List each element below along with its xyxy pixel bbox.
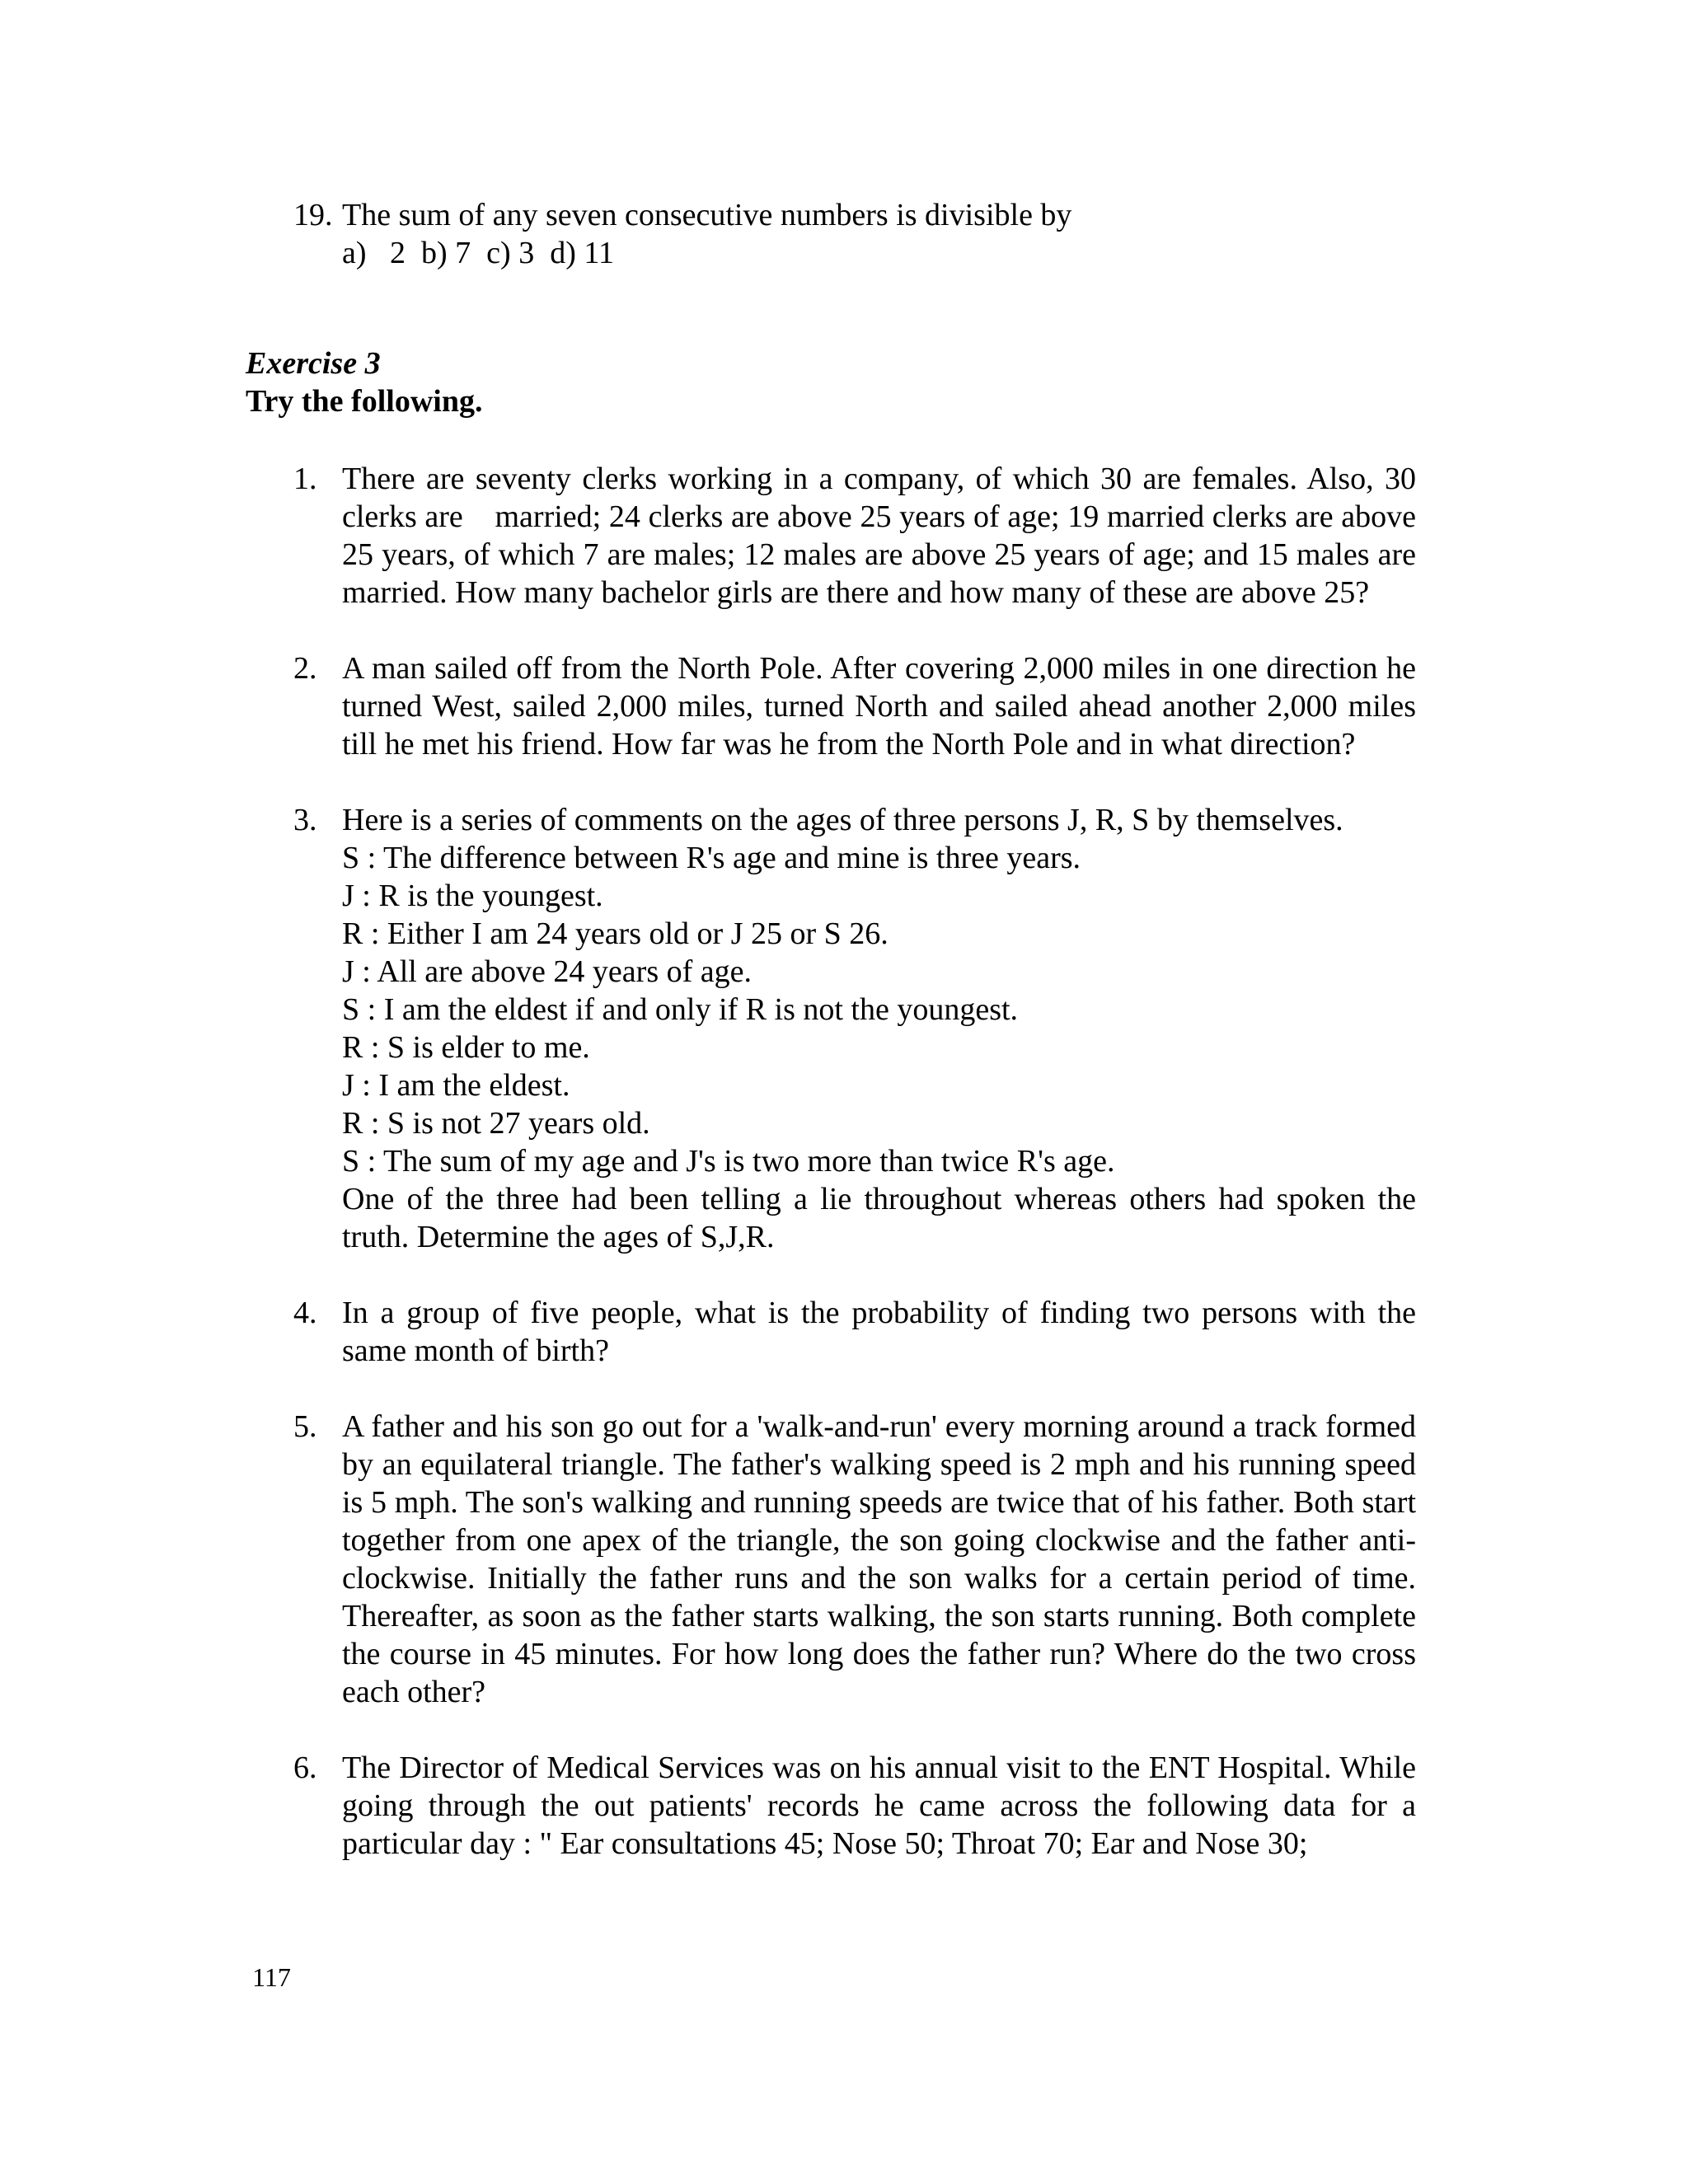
question-1 [293,460,1424,612]
statement-line: R : S is not 27 years old. [342,1106,650,1141]
question-options: a) 2 b) 7 c) 3 d) 11 [342,236,614,270]
question-text: The sum of any seven consecutive numbers is divisible by [342,198,1072,232]
question-text: The Director of Medical Services was on his annual visit to the ENT Hospital. While going through the out patients' records he came across the following data for a particular day : " Ear consultations 45; Nose 50; Throat 70; Ear and Nose 30; [342,1750,1416,1861]
question-text: There are seventy clerks working in a company, of which 30 are females. Also, 30 clerks are married; 24 clerks are above 25 years of age; 19 married clerks are above 25 years, of which 7 are males; 12 males are above 25 years of age; and 15 males are married. How many bachelor girls are there and how many of these are above 25? [342,462,1424,610]
question-number: 19. [293,198,333,232]
closing-text: One of the three had been telling a lie throughout whereas others had spoken the truth. Determine the ages of S,J,R. [342,1182,1416,1254]
statement-line: S : The difference between R's age and mine is three years. [342,841,1081,875]
question-number: 2. [293,651,317,686]
question-number: 3. [293,803,317,837]
statement-line: J : R is the youngest. [342,879,603,913]
exercise-title: Exercise 3 [246,346,381,381]
question-text: A father and his son go out for a 'walk-and-run' every morning around a track formed by an equilateral triangle. The father's walking speed is 2 mph and his running speed is 5 mph. The son's walking and running speeds are twice that of his father. Both start together from one apex of the triangle, the son going clockwise and the father anti-clockwise. Initially the father runs and the son walks for a certain period of time. Thereafter, as soon as the father starts walking, the son starts running. Both complete the course in 45 minutes. For how long does the father run? Where do the two cross each other? [342,1409,1447,1709]
statement-line: R : Either I am 24 years old or J 25 or S 26. [342,916,889,951]
statement-line: Here is a series of comments on the ages of three persons J, R, S by themselves. [342,803,1343,837]
statement-line: J : I am the eldest. [342,1068,570,1103]
question-number: 4. [293,1296,317,1330]
question-text: A man sailed off from the North Pole. After covering 2,000 miles in one direction he turned West, sailed 2,000 miles, turned North and sailed ahead another 2,000 miles till he met his friend. How far was he from the North Pole and in what direction? [342,651,1416,762]
question-2 [293,649,1416,763]
exercise-header [246,344,1400,420]
question-number: 6. [293,1750,317,1785]
statement-line: S : I am the eldest if and only if R is not the youngest. [342,992,1019,1027]
question-list [293,460,1447,1900]
question-6 [293,1749,1416,1863]
question-text: In a group of five people, what is the probability of finding two persons with the same month of birth? [342,1296,1416,1368]
question-number: 5. [293,1409,317,1444]
question-5 [293,1408,1447,1711]
question-19 [293,196,1447,272]
statement-line: R : S is elder to me. [342,1030,590,1065]
question-3 [293,801,1416,1256]
exercise-subtitle: Try the following. [246,384,483,419]
question-number: 1. [293,462,317,496]
statement-line: S : The sum of my age and J's is two more than twice R's age. [342,1144,1115,1179]
page-number: 117 [252,1962,291,1992]
question-text [342,801,1416,1256]
statement-line: J : All are above 24 years of age. [342,954,752,989]
question-4 [293,1294,1416,1370]
